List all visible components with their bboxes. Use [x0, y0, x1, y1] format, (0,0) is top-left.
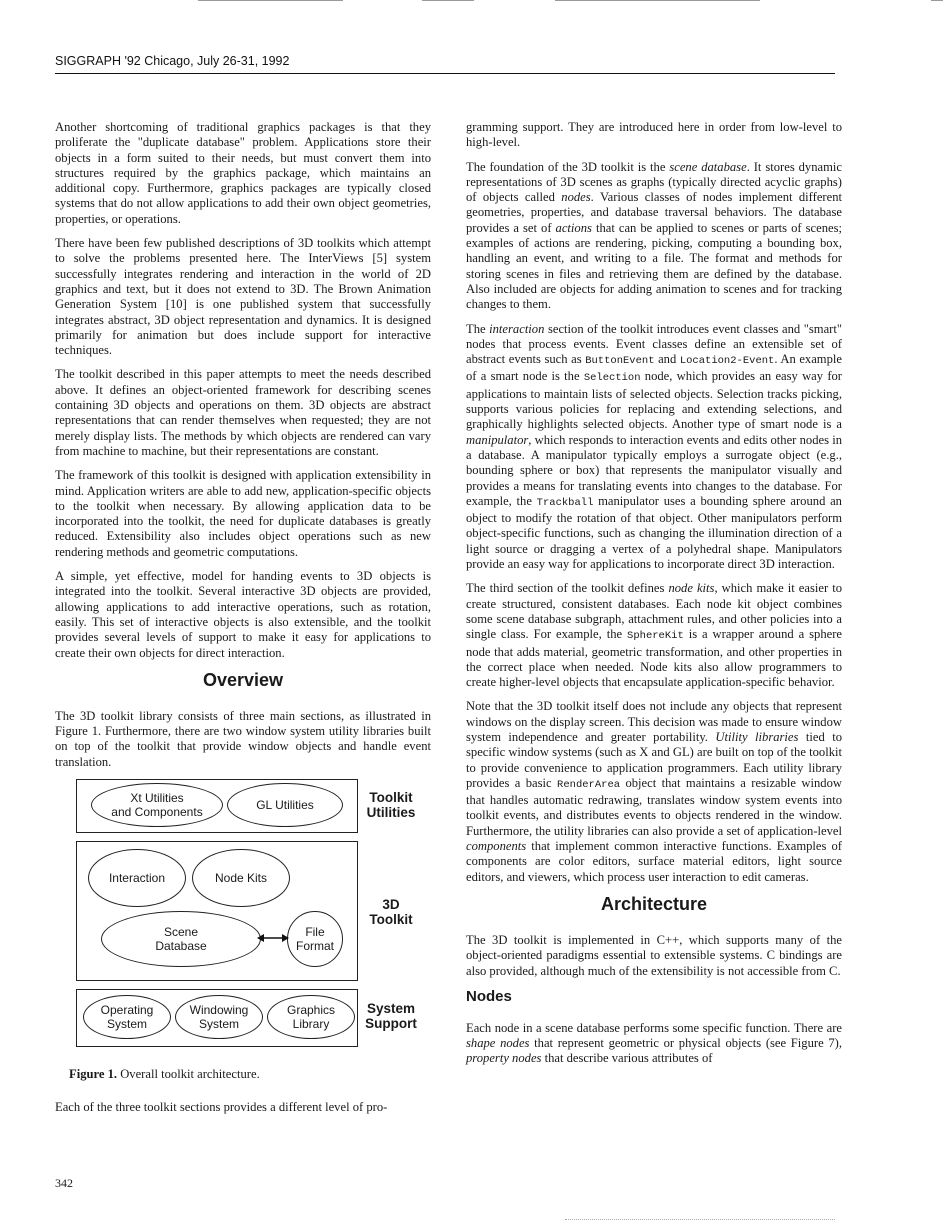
- left-paragraph-6: The 3D toolkit library consists of three main sections, as illustrated in Figure 1. Furthermore, there are two window system utility libraries built on top of the toolkit that provide window objects and handle event translation.: [55, 708, 431, 769]
- toolkit-utilities-label: Toolkit Utilities: [366, 789, 416, 820]
- node-kits-node: Node Kits: [192, 849, 290, 907]
- top-rule-3: [555, 0, 760, 1]
- file-format-node: File Format: [287, 911, 343, 967]
- bottom-artifact: [565, 1219, 835, 1220]
- top-rule-4: [931, 0, 943, 1]
- top-rule-1: [198, 0, 343, 1]
- figure-1-diagram: [55, 779, 431, 1059]
- left-column: [55, 120, 431, 1124]
- overview-heading: Overview: [202, 669, 284, 690]
- right-paragraph-5: Note that the 3D toolkit itself does not include any objects that represent windows on the display screen. This decision was made to ensure window system independence and greater portability. Utility libraries tied to specific window systems (such as X and GL) are built on top of the toolkit to provide convenience to application programmers. Each utility library provides a basic RenderArea object that maintains a resizable window that handles automatic redrawing, translates window system events into toolkit events, and distributes events to objects rendered in the window. Furthermore, the utility libraries can also provide a set of application-level components that implement common interactive functions. Examples of components are color editors, surface material editors, light source editors, and viewers, which process user interaction to edit cameras.: [466, 699, 842, 884]
- right-paragraph-1: gramming support. They are introduced here in order from low-level to high-level.: [466, 120, 842, 150]
- top-rule-2: [422, 0, 474, 1]
- caption-text: Overall toolkit architecture.: [117, 1066, 260, 1081]
- caption-label: Figure 1.: [69, 1066, 118, 1081]
- 3d-toolkit-label: 3D Toolkit: [369, 896, 413, 927]
- right-paragraph-2: The foundation of the 3D toolkit is the scene database. It stores dynamic representations of 3D scenes as graphs (typically directed acyclic graphs) of objects called nodes. Various classes of nodes implement different geometries, properties, and database traversal behaviors. The database provides a set of actions that can be applied to scenes or parts of scenes; examples of actions are rendering, picking, computing a bounding box, handling an event, and writing to a file. The format and methods for storing scenes in files and retrieving them are defined by the database. Also included are objects for adding animation to scenes and for tracking changes to them.: [466, 159, 842, 312]
- left-paragraph-1: Another shortcoming of traditional graphics packages is that they proliferate the "duplicate database" problem. Applications store their objects in a form suited to their needs, but must convert them into structures required by the graphics package, which maintains an additional copy. Furthermore, graphics packages are typically closed systems that do not allow applications to add their own object geometries, properties, or operations.: [55, 120, 431, 226]
- right-paragraph-3: The interaction section of the toolkit introduces event classes and "smart" nodes that process events. Event classes define an extensible set of abstract events such as ButtonEvent and Location2-Event. An example of a smart node is the Selection node, which provides an easy way for applications to maintain lists of selected objects. Selection tracks picking, supports various policies for replacing and extending selections, and graphically highlights selected objects. Another type of smart node is a manipulator, which responds to interaction events and edits other nodes in a database. A manipulator typically employs a surrogate object (e.g., bounding sphere or box) that represents the manipulator visually and provides a means for translating events into changes to the database. For example, the Trackball manipulator uses a bounding sphere around an object to modify the rotation of that object. Other manipulators perform object-specific functions, such as changing the illumination direction of a light source or dragging a vertex of a polyhedral shape. Manipulators provide an easy way for applications to incorporate direct 3D interaction.: [466, 321, 842, 572]
- left-paragraph-7: Each of the three toolkit sections provides a different level of pro-: [55, 1099, 388, 1114]
- left-paragraph-4: The framework of this toolkit is designed with application extensibility in mind. Application writers are able to add new, application-specific objects to the toolkit when necessary. By allowing application data to be incorporated into the toolkit, the need for duplicate databases is greatly reduced. Extensibility also includes object operations such as new rendering methods and geometric computations.: [55, 468, 431, 559]
- running-head: SIGGRAPH '92 Chicago, July 26-31, 1992: [55, 54, 290, 68]
- system-support-label: System Support: [365, 1000, 417, 1031]
- interaction-node: Interaction: [88, 849, 186, 907]
- gl-utilities-node: GL Utilities: [227, 783, 343, 827]
- graphics-library-node: Graphics Library: [267, 995, 355, 1039]
- right-paragraph-4: The third section of the toolkit defines node kits, which make it easier to create structured, consistent databases. Each node kit object combines some scene database subgraph, attachment rules, and other policies into a single class. For example, the SphereKit is a wrapper around a sphere node that adds material, geometric transformation, and other properties in the correct place when needed. Node kits also allow programmers to create higher-level objects that encapsulate application-specific behavior.: [466, 581, 843, 690]
- right-paragraph-7: Each node in a scene database performs some specific function. There are shape nodes that represent geometric or physical objects (see Figure 7), property nodes that describe various attributes of: [466, 1020, 842, 1066]
- right-paragraph-6: The 3D toolkit is implemented in C++, which supports many of the object-oriented paradigms essential to extensible systems. C bindings are also provided, although much of the extensibility is not accessible from C.: [466, 932, 842, 978]
- left-paragraph-2: There have been few published descriptions of 3D toolkits which attempt to solve the problems presented here. The InterViews [5] system successfully integrates rendering and interaction in the world of 2D graphics and text, but it does not extend to 3D. The Brown Animation Generation System [10] is one published system that successfully integrates abstract, 3D object representation and dynamics. It is designed primarily for animation but does include support for interactive techniques.: [55, 236, 431, 358]
- right-column: [466, 120, 842, 1076]
- windowing-system-node: Windowing System: [175, 995, 263, 1039]
- architecture-heading: Architecture: [600, 893, 708, 914]
- scene-database-node: Scene Database: [101, 911, 261, 967]
- header-rule: [55, 73, 835, 74]
- left-paragraph-5: A simple, yet effective, model for handing events to 3D objects is integrated into the toolkit. Several interactive 3D objects are provided, allowing applications to add interactive operations, such as rotation, easily. This set of interactive objects is also extensible, and the toolkit provides several levels of support to make it easy for applications to create their own objects for direct interaction.: [55, 569, 431, 660]
- bidirectional-arrow: [257, 931, 289, 945]
- left-paragraph-3: The toolkit described in this paper attempts to meet the needs described above. It defines an object-oriented framework for describing scenes containing 3D objects and operations on them. 3D objects are abstract representations that can render themselves when requested; they are not merely display lists. The methods by which objects are rendered can vary from machine to machine, but their representations are constant.: [55, 367, 431, 458]
- xt-utilities-node: Xt Utilities and Components: [91, 783, 223, 827]
- operating-system-node: Operating System: [83, 995, 171, 1039]
- figure-1-caption: [69, 1067, 431, 1082]
- page-number: 342: [55, 1176, 73, 1190]
- nodes-heading: Nodes: [466, 987, 512, 1005]
